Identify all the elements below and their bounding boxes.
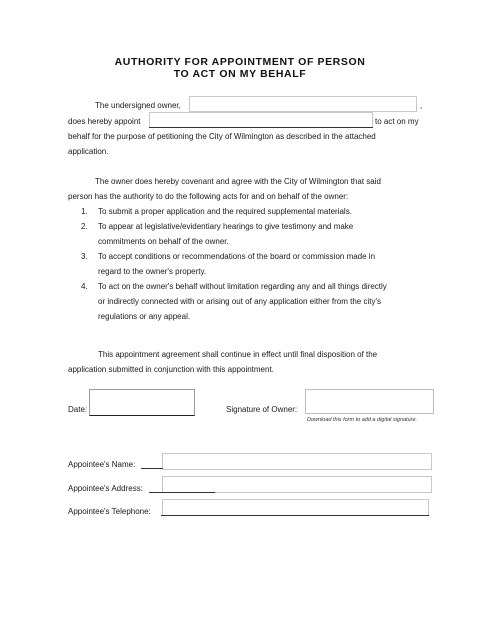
act-3-line-2: regard to the owner's property. [98, 267, 207, 276]
signature-label: Signature of Owner: [226, 405, 298, 414]
appointee-telephone-field[interactable] [162, 499, 429, 516]
act-1-line-1: To submit a proper application and the required supplemental materials. [98, 207, 352, 216]
intro-line-4: application. [68, 147, 109, 156]
act-number: 3. [81, 252, 88, 261]
appoint-label: does hereby appoint [68, 117, 141, 126]
appointee-address-label: Appointee's Address: [68, 484, 143, 493]
appointee-telephone-label: Appointee's Telephone: [68, 507, 151, 516]
address-underline [149, 492, 215, 493]
appointee-address-field[interactable] [162, 476, 432, 493]
appointee-underline [149, 127, 373, 128]
act-3-line-1: To accept conditions or recommendations of the board or commission made in [98, 252, 376, 261]
act-number: 1. [81, 207, 88, 216]
act-2-line-1: To appear at legislative/evidentiary hearings to give testimony and make [98, 222, 354, 231]
act-number: 2. [81, 222, 88, 231]
telephone-underline [161, 515, 429, 516]
document-title: AUTHORITY FOR APPOINTMENT OF PERSON [114, 56, 366, 68]
act-4-line-3: regulations or any appeal. [98, 312, 191, 321]
date-field[interactable] [89, 389, 195, 416]
signature-field[interactable] [305, 389, 434, 414]
continuance-line-2: application submitted in conjunction with this appointment. [68, 365, 274, 374]
appointee-name-field[interactable] [162, 453, 432, 470]
continuance-line-1: This appointment agreement shall continue in effect until final disposition of the [98, 350, 378, 359]
covenant-line-1: The owner does hereby covenant and agree with the City of Wilmington that said [95, 177, 381, 186]
name-underline [141, 468, 163, 469]
intro-line-3: behalf for the purpose of petitioning the City of Wilmington as described in the attached [68, 132, 376, 141]
owner-name-field[interactable] [189, 96, 417, 112]
owner-label: The undersigned owner, [95, 101, 181, 110]
act-number: 4. [81, 282, 88, 291]
covenant-line-2: person has the authority to do the following acts for and on behalf of the owner: [68, 192, 349, 201]
act-4-line-2: or indirectly connected with or arising out of any application either from the city's [98, 297, 381, 306]
appointee-field[interactable] [149, 112, 373, 128]
appointee-name-label: Appointee's Name: [68, 460, 136, 469]
act-label: to act on my [375, 117, 419, 126]
act-2-line-2: commitments on behalf of the owner. [98, 237, 229, 246]
document-subtitle: TO ACT ON MY BEHALF [173, 68, 307, 80]
act-4-line-1: To act on the owner's behalf without limitation regarding any and all things directly [98, 282, 387, 291]
date-label: Date: [68, 405, 88, 414]
signature-note: Download this form to add a digital signature. [307, 417, 418, 423]
owner-comma: , [420, 101, 423, 110]
